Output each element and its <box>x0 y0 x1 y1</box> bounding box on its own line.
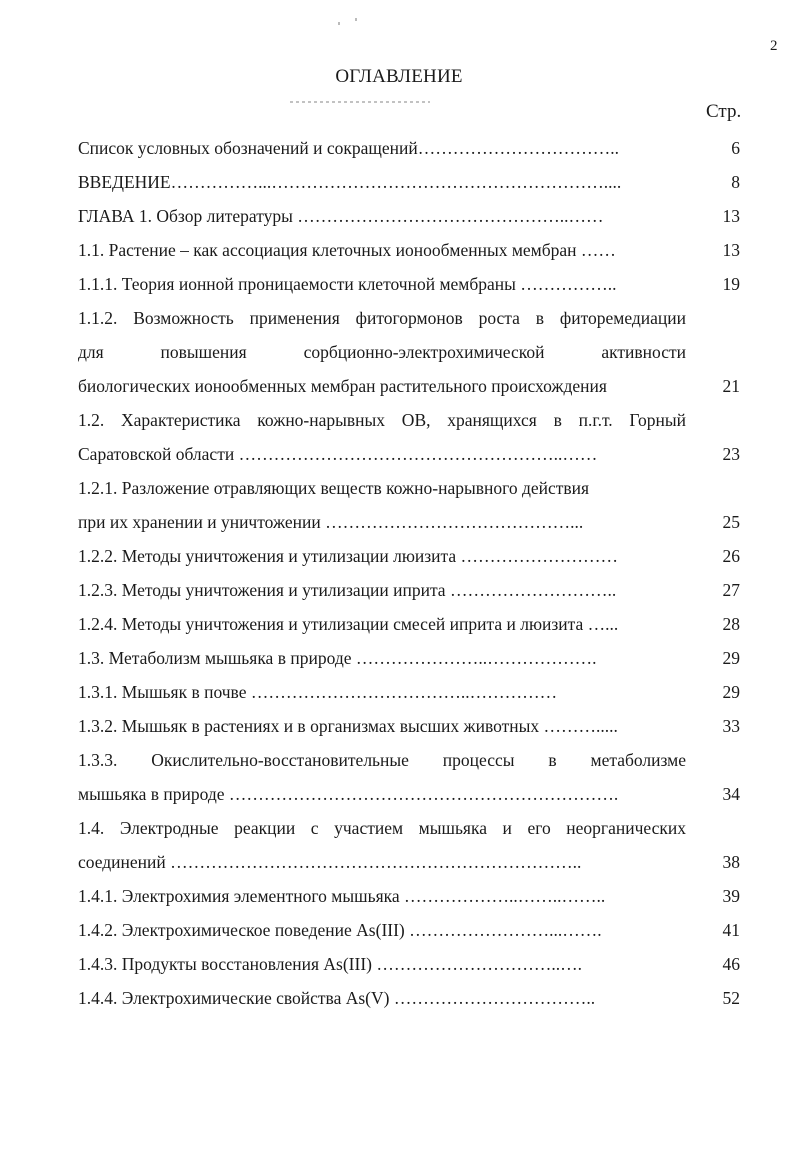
toc-entry-page: 6 <box>731 138 740 158</box>
toc-entry-title: 1.1.2. Возможность применения фитогормонов роста в фиторемедиации <box>78 308 686 328</box>
toc-entry <box>78 984 740 1012</box>
toc-entry-page: 8 <box>731 172 740 192</box>
toc-entry-page: 13 <box>722 240 740 260</box>
toc-entry-title: ВВЕДЕНИЕ……………...………………………………………………….... <box>78 172 622 192</box>
toc-entry-page: 41 <box>722 920 740 940</box>
toc-entry-title: биологических ионообменных мембран растительного происхождения <box>78 376 607 396</box>
toc-entry <box>78 916 740 944</box>
toc-entry-page: 46 <box>722 954 740 974</box>
toc-entry-page: 29 <box>722 648 740 668</box>
toc-entry <box>78 678 740 706</box>
toc-entry <box>78 236 740 264</box>
toc-entry <box>78 168 740 196</box>
toc-entry <box>78 848 740 876</box>
scan-artifact <box>290 101 430 103</box>
toc-entry <box>78 440 740 468</box>
toc-entry <box>78 712 740 740</box>
toc-entry <box>78 406 740 434</box>
toc-entry <box>78 372 740 400</box>
toc-entry-page: 33 <box>722 716 740 736</box>
scan-artifact <box>355 18 357 21</box>
toc-entry <box>78 576 740 604</box>
toc-entry-title: для повышения сорбционно-электрохимической активности <box>78 342 686 362</box>
page-number: 2 <box>770 38 778 54</box>
toc-entry-title: 1.4.2. Электрохимическое поведение As(III) ……………………...……. <box>78 920 602 940</box>
toc-entry-title: 1.2.3. Методы уничтожения и утилизации иприта ……………………….. <box>78 580 617 600</box>
toc-entry-page: 19 <box>722 274 740 294</box>
toc-entry-title: 1.1. Растение – как ассоциация клеточных ионообменных мембран …… <box>78 240 616 260</box>
toc-entry-page: 26 <box>722 546 740 566</box>
toc-entry-title: Список условных обозначений и сокращений…………………………….. <box>78 138 619 158</box>
toc-entry-title: 1.4. Электродные реакции с участием мышьяка и его неорганических <box>78 818 686 838</box>
toc-entry-title: 1.3.3. Окислительно-восстановительные процессы в метаболизме <box>78 750 686 770</box>
toc-entry-page: 25 <box>722 512 740 532</box>
toc-entry-title: соединений …………………………………………………………….. <box>78 852 582 872</box>
toc-entry <box>78 508 740 536</box>
toc-entry-title: 1.3.1. Мышьяк в почве ………………………………..…………… <box>78 682 558 702</box>
toc-entry-title: 1.4.1. Электрохимия элементного мышьяка ………………..……..…….. <box>78 886 606 906</box>
toc-entry-page: 13 <box>722 206 740 226</box>
toc-entry <box>78 950 740 978</box>
toc-entry-page: 29 <box>722 682 740 702</box>
toc-entry <box>78 644 740 672</box>
toc-entry-title: 1.2.4. Методы уничтожения и утилизации смесей иприта и люизита …... <box>78 614 619 634</box>
toc-entry-page: 23 <box>722 444 740 464</box>
toc-entry <box>78 202 740 230</box>
page-column-header: Стр. <box>706 101 742 122</box>
toc-entry <box>78 780 740 808</box>
toc-entry <box>78 542 740 570</box>
toc-entry <box>78 814 740 842</box>
toc-entry <box>78 304 740 332</box>
toc-entry-title: ГЛАВА 1. Обзор литературы ………………………………………..…… <box>78 206 604 226</box>
toc-entry-title: 1.3.2. Мышьяк в растениях и в организмах высших животных ………..... <box>78 716 618 736</box>
toc-entry <box>78 610 740 638</box>
toc-entry-page: 34 <box>722 784 740 804</box>
toc-entry-title: Саратовской области ………………………………………………..…… <box>78 444 598 464</box>
toc-entry-page: 52 <box>722 988 740 1008</box>
page-title: ОГЛАВЛЕНИЕ <box>335 66 463 87</box>
toc-entry-page: 21 <box>722 376 740 396</box>
toc-entry-title: 1.4.3. Продукты восстановления As(III) …………………………..…. <box>78 954 582 974</box>
toc-entry-title: 1.2. Характеристика кожно-нарывных ОВ, хранящихся в п.г.т. Горный <box>78 410 686 430</box>
toc-entry-page: 39 <box>722 886 740 906</box>
toc-entry-page: 28 <box>722 614 740 634</box>
toc-entry-page: 27 <box>722 580 740 600</box>
toc-entry <box>78 882 740 910</box>
toc-entry-title: 1.3. Метаболизм мышьяка в природе …………………..………………. <box>78 648 597 668</box>
toc-entry <box>78 338 740 366</box>
toc-entry-title: 1.2.2. Методы уничтожения и утилизации люизита ……………………… <box>78 546 619 566</box>
toc-entry <box>78 746 740 774</box>
toc-entry <box>78 134 740 162</box>
toc-entry-title: при их хранении и уничтожении ……………………………………... <box>78 512 584 532</box>
toc-entry-title: мышьяка в природе …………………………………………………………. <box>78 784 619 804</box>
toc-entry-title: 1.2.1. Разложение отравляющих веществ кожно-нарывного действия <box>78 478 590 498</box>
toc-entry-title: 1.4.4. Электрохимические свойства As(V) …………………………….. <box>78 988 596 1008</box>
toc-entry-page: 38 <box>722 852 740 872</box>
scan-artifact <box>338 22 340 25</box>
toc-entry <box>78 474 740 502</box>
toc-entry-title: 1.1.1. Теория ионной проницаемости клеточной мембраны …………….. <box>78 274 617 294</box>
toc-entry <box>78 270 740 298</box>
